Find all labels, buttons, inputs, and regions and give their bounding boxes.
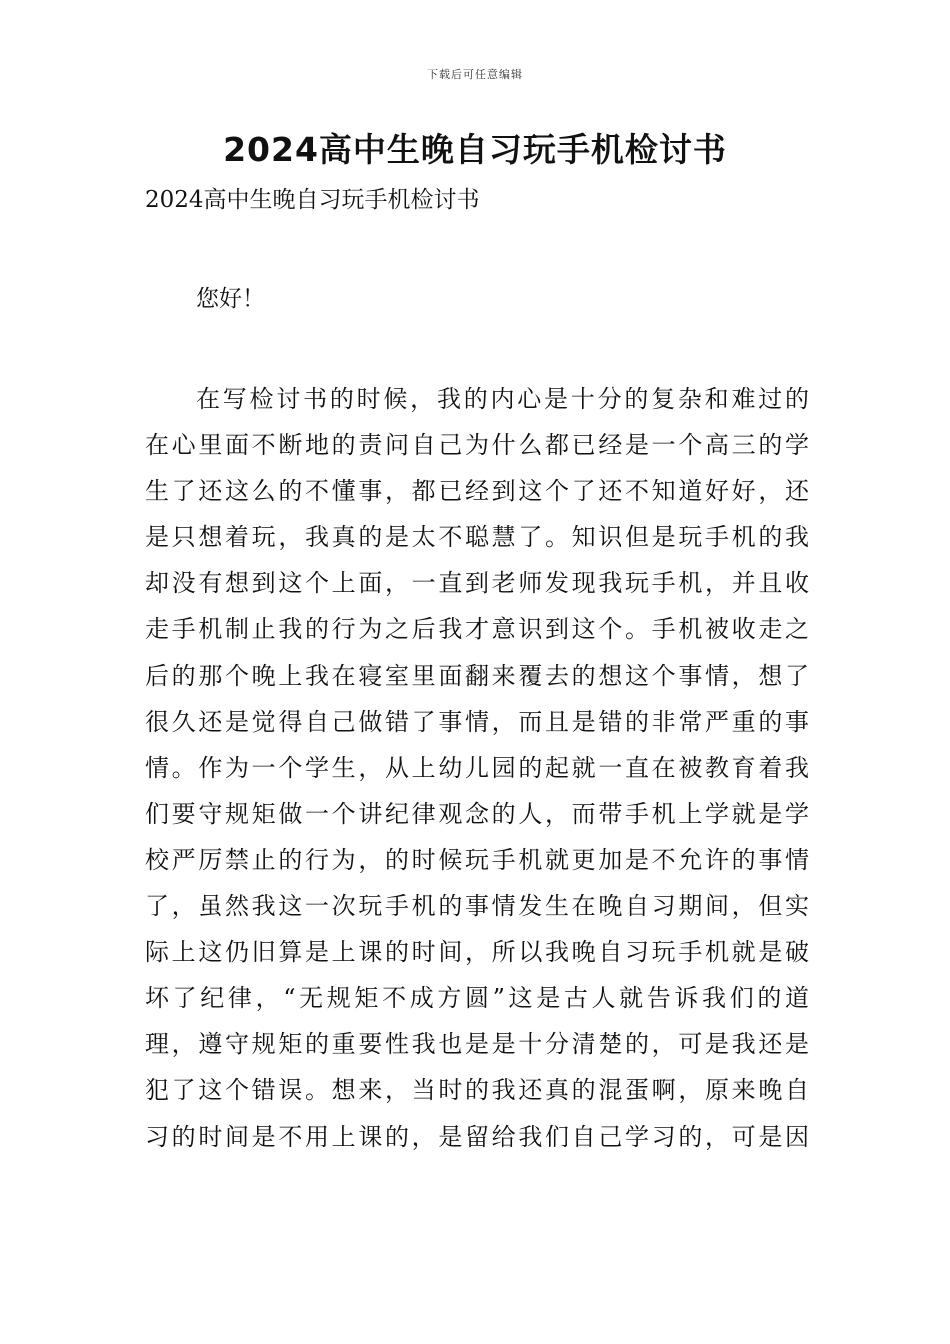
header-note: 下载后可任意编辑 xyxy=(427,68,523,81)
paragraph-line: 是只想着玩，我真的是太不聪慧了。知识但是玩手机的我 xyxy=(145,523,809,552)
document-title: 2024高中生晚自习玩手机检讨书 xyxy=(223,130,727,169)
paragraph-line: 校严厉禁止的行为，的时候玩手机就更加是不允许的事情 xyxy=(145,845,809,874)
paragraph-line: 际上这仍旧算是上课的时间，所以我晚自习玩手机就是破 xyxy=(145,938,809,967)
greeting: 您好！ xyxy=(196,286,265,312)
body-paragraph xyxy=(145,376,809,1160)
paragraph-line: 们要守规矩做一个讲纪律观念的人，而带手机上学就是学 xyxy=(145,799,809,828)
paragraph-line: 却没有想到这个上面，一直到老师发现我玩手机，并且收 xyxy=(145,569,809,598)
paragraph-line: 走手机制止我的行为之后我才意识到这个。手机被收走之 xyxy=(145,615,809,644)
paragraph-line: 坏了纪律，“无规矩不成方圆”这是古人就告诉我们的道 xyxy=(145,984,809,1013)
paragraph-line: 在写检讨书的时候，我的内心是十分的复杂和难过的 xyxy=(196,385,809,413)
paragraph-line: 习的时间是不用上课的，是留给我们自己学习的，可是因 xyxy=(145,1122,809,1151)
paragraph-line: 理，遵守规矩的重要性我也是是十分清楚的，可是我还是 xyxy=(145,1030,809,1059)
paragraph-line: 生了还这么的不懂事，都已经到这个了还不知道好好，还 xyxy=(145,477,809,506)
paragraph-line: 后的那个晚上我在寝室里面翻来覆去的想这个事情，想了 xyxy=(145,661,809,690)
document-subtitle: 2024高中生晚自习玩手机检讨书 xyxy=(145,187,480,213)
paragraph-line: 在心里面不断地的责问自己为什么都已经是一个高三的学 xyxy=(145,431,809,460)
paragraph-line: 很久还是觉得自己做错了事情，而且是错的非常严重的事 xyxy=(145,707,809,736)
paragraph-line: 情。作为一个学生，从上幼儿园的起就一直在被教育着我 xyxy=(145,753,809,782)
paragraph-line: 了，虽然我这一次玩手机的事情发生在晚自习期间，但实 xyxy=(145,892,809,921)
paragraph-line: 犯了这个错误。想来，当时的我还真的混蛋啊，原来晚自 xyxy=(145,1076,809,1105)
